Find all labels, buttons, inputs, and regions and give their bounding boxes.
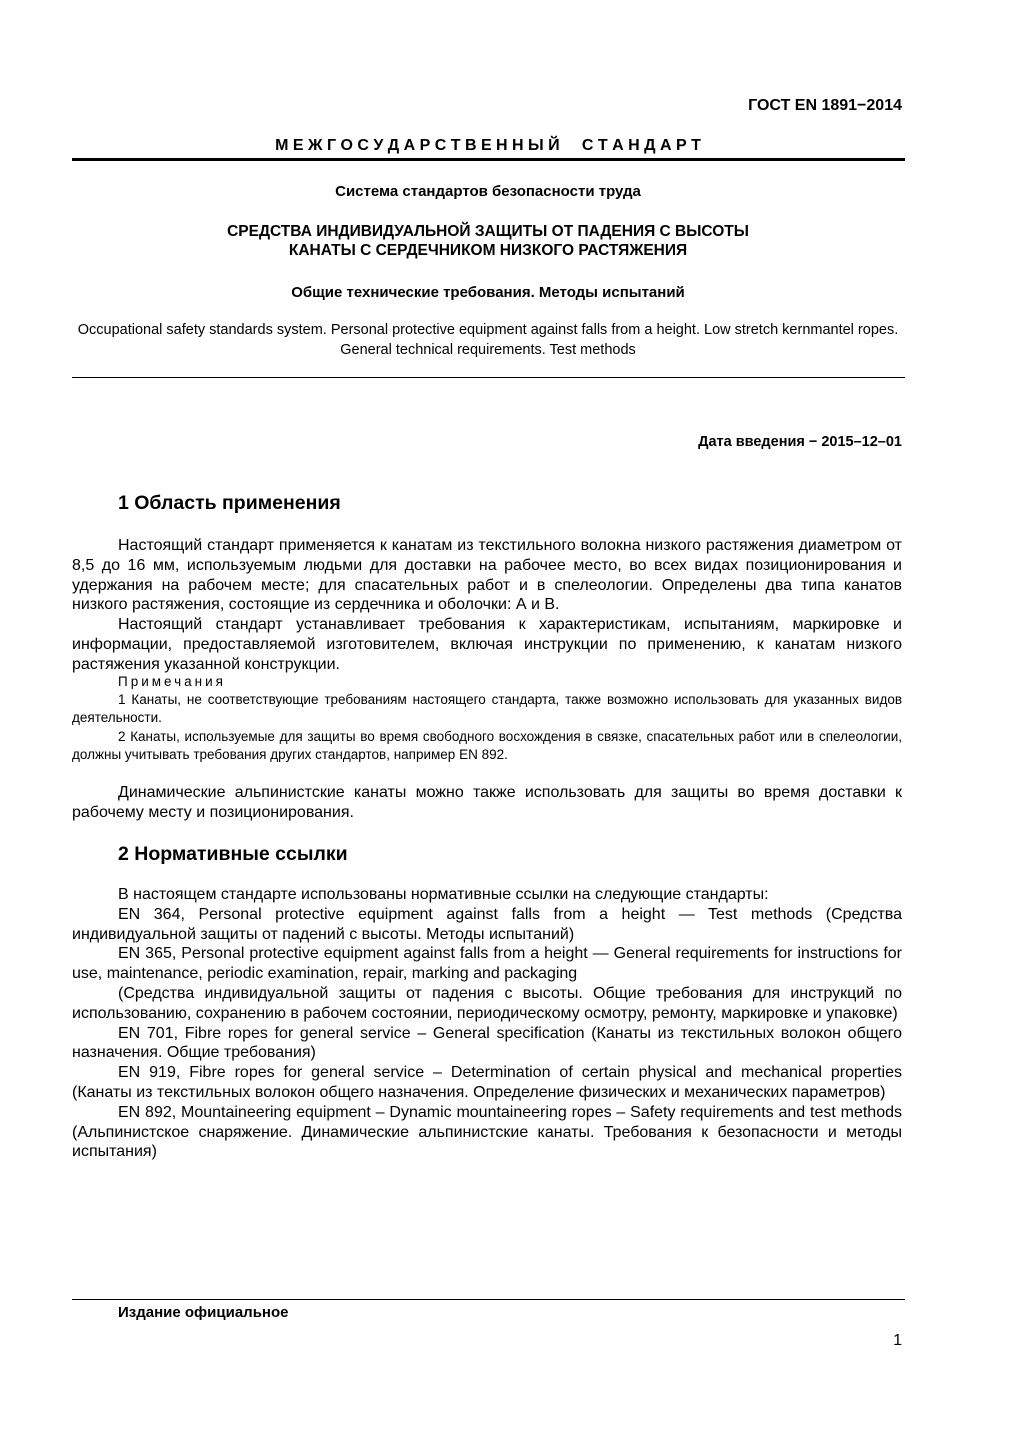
section-1-closing-paragraph: Динамические альпинистские канаты можно также использовать для защиты во время доставки к рабочему месту и позиционирования.	[72, 784, 902, 821]
header-thick-rule	[72, 158, 905, 161]
standards-system-line: Система стандартов безопасности труда	[335, 183, 641, 200]
standard-type-banner: М Е Ж Г О С У Д А Р С Т В Е Н Н Ы Й С Т А Н Д А Р Т	[275, 137, 701, 154]
notes-heading: Примечания	[118, 674, 226, 689]
introduction-date: Дата введения − 2015–12–01	[698, 434, 902, 450]
document-number: ГОСТ EN 1891−2014	[748, 97, 902, 114]
official-edition-label: Издание официальное	[118, 1304, 289, 1321]
reference-item: EN 364, Personal protective equipment against falls from a height — Test methods (Средства индивидуальной защиты от падений с высоты. Методы испытаний)	[72, 905, 902, 943]
reference-item: В настоящем стандарте использованы нормативные ссылки на следующие стандарты:	[118, 886, 769, 903]
document-subtitle: Общие технические требования. Методы испытаний	[291, 284, 685, 301]
note-item: 1 Канаты, не соответствующие требованиям настоящего стандарта, также возможно использовать для указанных видов деятельности.	[72, 692, 902, 726]
page-number: 1	[893, 1332, 902, 1349]
title-line-2: КАНАТЫ С СЕРДЕЧНИКОМ НИЗКОГО РАСТЯЖЕНИЯ	[288, 242, 688, 259]
reference-item: EN 365, Personal protective equipment against falls from a height — General requirements for instructions for use, maintenance, periodic examination, repair, marking and packaging	[72, 945, 902, 983]
english-title: Occupational safety standards system. Personal protective equipment against falls from a height. Low stretch kernmantel ropes. General technical requirements. Test methods	[77, 322, 899, 358]
footer-rule	[72, 1299, 905, 1300]
section-1-paragraph: Настоящий стандарт применяется к канатам из текстильного волокна низкого растяжения диаметром от 8,5 до 16 мм, используемым людьми для доставки на рабочее место, во всех видах позиционирования и удержания на рабочем месте; для спасательных работ и в спелеологии. Определены два типа канатов низкого растяжения, состоящие из сердечника и оболочки: А и В.	[72, 537, 902, 614]
section-2-heading: 2 Нормативные ссылки	[118, 843, 348, 865]
section-1-closing	[72, 783, 902, 823]
reference-item: (Средства индивидуальной защиты от падения с высоты. Общие требования для инструкций по использованию, сохранению в рабочем состоянии, периодическому осмотру, ремонту, маркировке и упаковке)	[72, 984, 902, 1022]
section-1-heading: 1 Область применения	[118, 492, 341, 514]
document-title	[72, 222, 904, 260]
reference-item: EN 892, Mountaineering equipment – Dynamic mountaineering ropes – Safety requirements and test methods (Альпинистское снаряжение. Динамические альпинистские канаты. Требования к безопасности и методы испытания)	[72, 1103, 902, 1161]
notes-list	[72, 691, 902, 764]
note-item: 2 Канаты, используемые для защиты во время свободного восхождения в связке, спасательных работ или в спелеологии, должны учитывать требования других стандартов, например EN 892.	[72, 728, 902, 762]
title-line-1: СРЕДСТВА ИНДИВИДУАЛЬНОЙ ЗАЩИТЫ ОТ ПАДЕНИЯ С ВЫСОТЫ	[227, 223, 749, 240]
section-1-paragraph: Настоящий стандарт устанавливает требования к характеристикам, испытаниям, маркировке и информации, предоставляемой изготовителем, включая инструкции по применению, к канатам низкого растяжения указанной конструкции.	[72, 616, 902, 673]
reference-item: EN 919, Fibre ropes for general service – Determination of certain physical and mechanical properties (Канаты из текстильных волокон общего назначения. Определение физических и механических параметров)	[72, 1064, 902, 1101]
title-block-rule	[72, 377, 905, 378]
section-1-body	[72, 536, 902, 675]
reference-item: EN 701, Fibre ropes for general service – General specification (Канаты из текстильных волокон общего назначения. Общие требования)	[72, 1024, 902, 1062]
normative-references	[72, 885, 902, 1162]
